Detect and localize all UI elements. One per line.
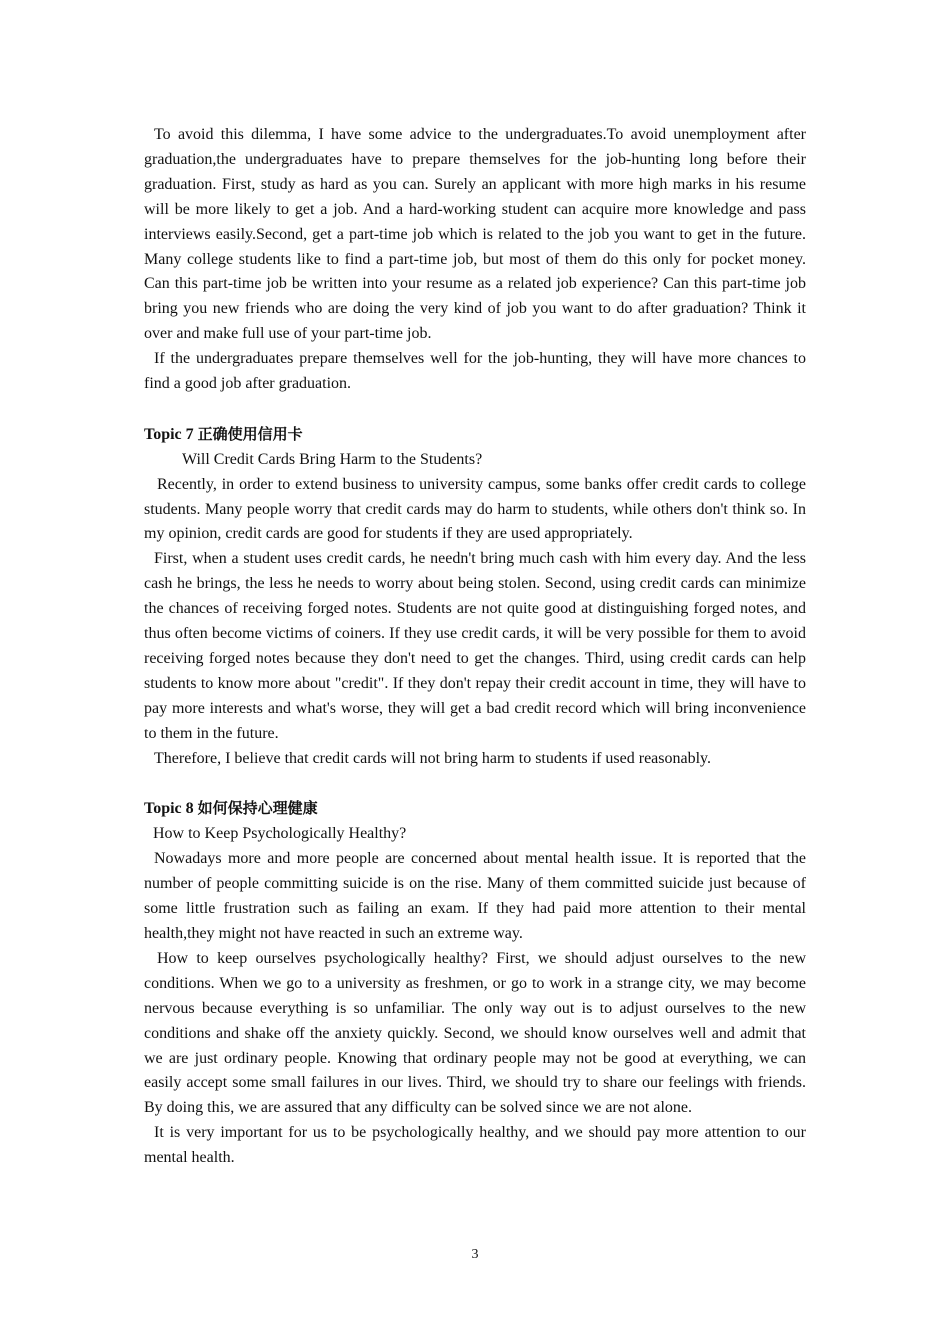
page-number: 3 bbox=[471, 1247, 479, 1262]
topic-heading bbox=[144, 796, 806, 822]
paragraph-gap bbox=[144, 772, 806, 797]
paragraph: Nowadays more and more people are concerned about mental health issue. It is reported that the number of people committing suicide is on the rise. Many of them committed suicide just because of some little frustration such as failing an exam. If they had paid more attention to their mental health,they might not have reacted in such an extreme way. bbox=[144, 850, 806, 942]
document-page bbox=[144, 123, 806, 1171]
essay-title: How to Keep Psychologically Healthy? bbox=[153, 825, 407, 843]
topic-label: Topic 8 bbox=[144, 800, 194, 818]
topic-chinese-title: 如何保持心理健康 bbox=[197, 799, 318, 818]
paragraph-gap bbox=[144, 397, 806, 422]
paragraph: To avoid this dilemma, I have some advice to the undergraduates.To avoid unemployment after graduation,the undergraduates have to prepare themselves for the job-hunting long before their graduation. First, study as hard as you can. Surely an applicant with more high marks in his resume will be more likely to get a job. And a hard-working student can acquire more knowledge and pass interviews easily.Second, get a part-time job which is related to the job you want to get in the future. Many college students like to find a part-time job, but most of them do this only for pocket money. Can this part-time job be written into your resume as a related job experience? Can this part-time job bring you new friends who are doing the very kind of job you want to do after graduation? Think it over and make full use of your part-time job. bbox=[144, 126, 806, 343]
paragraph: Recently, in order to extend business to university campus, some banks offer credit cards to college students. Many people worry that credit cards may do harm to students, while others don't think so. In my opinion, credit cards are good for students if they are used appropriately. bbox=[144, 475, 806, 543]
topic-chinese-title: 正确使用信用卡 bbox=[197, 424, 303, 443]
topic-label: Topic 7 bbox=[144, 425, 194, 443]
topic-heading bbox=[144, 422, 806, 448]
paragraph: Therefore, I believe that credit cards will not bring harm to students if used reasonably. bbox=[154, 749, 711, 767]
paragraph: It is very important for us to be psychologically healthy, and we should pay more attention to our mental health. bbox=[144, 1124, 806, 1167]
paragraph: How to keep ourselves psychologically healthy? First, we should adjust ourselves to the new conditions. When we go to a university as freshmen, or go to work in a strange city, we may become nervous because everything is so unfamiliar. The only way out is to adjust ourselves to the new conditions and shake off the anxiety quickly. Second, we should know ourselves well and admit that we are just ordinary people. Knowing that ordinary people may not be good at everything, we can easily accept some small failures in our lives. Third, we should try to share our feelings with friends. By doing this, we are assured that any difficulty can be solved since we are not alone. bbox=[144, 949, 806, 1117]
paragraph: First, when a student uses credit cards, he needn't bring much cash with him every day. And the less cash he brings, the less he needs to worry about being stolen. Second, using credit cards can minimize the chances of receiving forged notes. Students are not quite good at distinguishing forged notes, and thus often become victims of coiners. If they use credit cards, it will be very possible for them to avoid receiving forged notes because they don't need to get the changes. Third, using credit cards can help students to know more about "credit". If they don't repay their credit account in time, they will have to pay more interests and what's worse, they will get a bad credit record which will bring inconvenience to them in the future. bbox=[144, 550, 806, 742]
essay-title: Will Credit Cards Bring Harm to the Students? bbox=[182, 450, 483, 468]
paragraph: If the undergraduates prepare themselves well for the job-hunting, they will have more chances to find a good job after graduation. bbox=[144, 350, 806, 393]
